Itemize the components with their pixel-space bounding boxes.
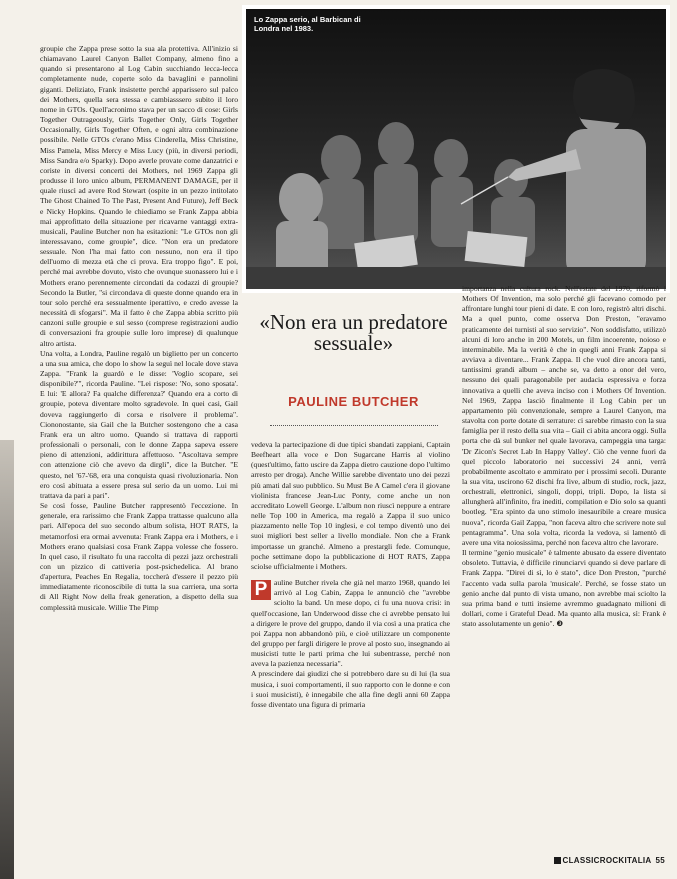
byline: PAULINE BUTCHER [288, 394, 419, 409]
pull-quote-headline: «Non era un predatore sessuale» [259, 310, 448, 355]
paragraph: importanza nella cultura rock. Nell'estate del 1970, riformò i Mothers Of Invention, ma solo perché gli facevano comodo per affrontare lunghi tour pieni di date. E con loro, registrò altri dischi. Ma a quel punto, come osserva Don Preston, "eravamo praticamente dei turnisti al suo servizio". Non soddisfatto, utilizzò alcuni di loro anche in 200 Motels, un film incoerente, noioso e interminabile. Ma la verità è che in quegli anni Frank Zappa si avviava a diventare... Frank Zappa. Il che vuol dire ancora tanti, tantissimi grandi album – anche se, va detto a onor del vero, nessuno dei quali paragonabile per audacia espressiva e forza innovativa a quelli che aveva inciso con i Mothers Of Invention. Nel 1969, Zappa lasciò finalmente il Log Cabin per un appartamento più convenzionale, sempre a Laurel Canyon, ma stavolta con porte dotate di serrature: ci sarebbe rimasto con la sua famiglia per il resto della sua vita – Gail ci abita ancora oggi. Sulla porta che dà sul bunker nel quale lavorava, campeggia una targa: 'Dr Zicon's Secret Lab In Happy Valley'. Ciò che venne fuori da quel piccolo laboratorio nei successivi 24 anni, verrà probabilmente ascoltato e ammirato per i prossimi secoli. Durante la sua vita, uscirono 62 dischi fra live, album di studio, rock, jazz, orchestrali, elettronici, singoli, doppi, tripli. Dopo, la lista si allungherà all'infinito, fra inediti, compilation e Dio solo sa quanti bootleg. "Era spinto da uno stimolo inesauribile a creare musica nuova", ricorda Gail Zappa, "non faceva altro che scrivere note sul pentagramma". Una sola volta, ricorda la vedova, si lamentò di avere una vita noiosissima, perché non faceva altro che lavorare. [462, 284, 666, 547]
photo-caption: Lo Zappa serio, al Barbican di Londra nel 1983. [254, 15, 361, 33]
article-column-1 [40, 44, 238, 852]
article-column-3 [462, 284, 666, 850]
page-footer [554, 856, 665, 865]
drop-cap: P [251, 580, 271, 600]
page-number: 55 [655, 856, 665, 865]
divider [270, 425, 438, 426]
brand-square-icon [554, 857, 561, 864]
paragraph-text: auline Butcher rivela che già nel marzo 1968, quando lei arrivò al Log Cabin, Zappa le annunciò che "avrebbe sciolto la band. Un mese dopo, ci fu una nuova crisi: in quell'occasione, Ian Underwood disse che ci avrebbe pensato lui a dirigere le prove del gruppo, dando il via così a una pratica che poi Zappa non abbandonò più, e cioè utilizzare un componente del gruppo per fargli dirigere le prove al posto suo, insegnando ai musicisti tutte le parti prima che lui subentrasse, perché non aveva la pazienza necessaria". [251, 578, 450, 669]
page-edge-shadow [0, 440, 14, 879]
paragraph [251, 578, 450, 669]
article-column-2 [251, 440, 450, 850]
paragraph: A prescindere dai giudizi che si potrebbero dare su di lui (la sua musica, i suoi comportamenti, il suo rapporto con le donne e con i suoi musicisti), è innegabile che alla fine degli anni 60 Zappa fosse diventato una figura di primaria [251, 669, 450, 709]
photo-illustration [246, 9, 666, 289]
paragraph: Il termine "genio musicale" è talmente abusato da essere diventato obsoleto. Tuttavia, è difficile rinunciarvi quando si deve parlare di Frank Zappa. "Direi di sì, lo è stato", dice Don Preston, "purché l'accento vada sulla parola 'musicale'. Perché, se fosse stato un genio anche dal punto di vista umano, non avrebbe mai sciolto la sua prima band e tutti insieme avremmo guadagnato milioni di dollari, come i Grateful Dead. Ma quanto alla musica, sì: Frank è stato assolutamente un genio". ❸ [462, 548, 666, 629]
concert-photo [242, 5, 670, 293]
footer-site: CLASSICROCKITALIA [562, 856, 652, 865]
paragraph: Se così fosse, Pauline Butcher rappresentò l'eccezione. In generale, era rarissimo che Frank Zappa trattasse qualcuno alla pari. All'epoca del suo secondo album solista, HOT RATS, la metamorfosi era ormai avvenuta: Frank Zappa era i Mothers, e i Mothers erano qualsiasi cosa Frank Zappa volesse che fossero. In quel caso, il risultato fu una raccolta di pezzi jazz orchestrali con un pizzico di cattiveria post-psichedelica. Al brano d'apertura, Peaches En Regalia, toccherà d'essere il pezzo più immediatamente riconoscibile di tutta la sua carriera, una sorta di All Right Now della freak generation, a dispetto della sua complessità musicale. Willie The Pimp [40, 501, 238, 612]
paragraph: vedeva la partecipazione di due tipici sbandati zappiani, Captain Beefheart alla voce e Don Sugarcane Harris al violino (quest'ultimo, fatto uscire da Zappa dietro cauzione dopo l'ultimo arresto per droga). Anche Willie sarebbe diventato uno dei pezzi più amati dal suo pubblico. Su Must Be A Camel c'era il giovane violinista francese Jean-Luc Ponty, come anche un non accreditato Lowell George. L'album non riuscì neppure a entrare nelle Top 100 in America, ma regalò a Zappa il suo unico piazzamento nelle Top 10 inglesi, e col tempo diventò uno dei suoi migliori best seller a livello mondiale. Non che a Frank importasse un granché. Almeno a prestargli fede. Comunque, poche settimane dopo la pubblicazione di HOT RATS, Zappa sciolse ufficialmente i Mothers. [251, 440, 450, 571]
paragraph: groupie che Zappa prese sotto la sua ala protettiva. All'inizio si chiamavano Laurel Canyon Ballet Company, almeno fino a quando si presentarono al Log Cabin succhiando lecca-lecca completamente nude, coperte solo da bavaglini e pannolini giganti. Deliziato, Frank insistette perché apparissero sul palco dei Mothers, quella sera stessa e cambiasssero subito il loro nome in GTOs. Quell'acronimo stava per un sacco di cose: Girls Together Outrageously, Girls Together Only, Girls Together Occasionally, Girls Together Often, e ogni altra combinazione possibile. Nelle GTOs c'erano Miss Cinderella, Miss Christine, Miss Pamela, Miss Mercy e Miss Lucy (più, in diversi periodi, Miss Sandra e/o Sparky). Dopo averle provate come danzatrici e coriste in diversi concerti dei Mothers, nel 1969 Zappa gli produsse il loro unico album, PERMANENT DAMAGE, per il quale riuscì ad avere Rod Stewart (ospite in un pezzo intitolato The Ghost Chained To The Past, Present And Future), Jeff Beck e Nicky Hopkins. Quando le chiediamo se Frank Zappa abbia mai approfittato della situazione per ricavarne vantaggi extra-musicali, Pauline Butcher non ha esitazioni: "Le GTOs non gli interessavano, come groupie", dice. "Non era un predatore sessuale. Non l'ha mai fatto con nessuno, non era il tipo dell'uomo di mezza età che ci prova. Era troppo figo". E poi, perché mai avrebbe dovuto, visto che ovunque suonassero lui e i Mothers erano perennemente circondati da codazzi di groupie? Secondo la Butler, "si circondava di queste donne quando era in tour solo perché era sessualmente iperattivo, e credo avesse la necessità di sfogarsi". Ma il fatto è che Zappa abbia scritto più canzoni sulle groupie e sul sesso (comprese registrazioni audio di conversazioni fra groupie sulle loro imprese) di qualunque altro artista. [40, 44, 238, 348]
paragraph: Una volta, a Londra, Pauline regalò un biglietto per un concerto a una sua amica, che dopo lo show la seguì nel locale dove stava Zappa. "Frank la guardò e le disse: 'Voglio scopare, sei disponibile?'", ricorda Pauline. "Lei rispose: 'No, sono sposata'. E lui: 'E allora? Fa qualche differenza?' Quando era a corto di groupie, poteva diventare molto sgradevole. In quei casi, Gail doveva raggiungerlo di corsa e risolvere il problema". Ciononostante, sia Gail che la Butcher sostengono che a casa Frank era un altro uomo. Quando si trattava di rapporti professionali o personali, con le donne Zappa sapeva essere pieno di attenzioni, addirittura affettuoso. "Ascoltava sempre con attenzione ciò che avevo da dirgli", dice la Butcher. "E questo, nel '67-'68, era una conquista quasi rivoluzionaria. Non ero così abituata a essere presa sul serio da un uomo. Lui mi trattava da pari a pari". [40, 348, 238, 500]
